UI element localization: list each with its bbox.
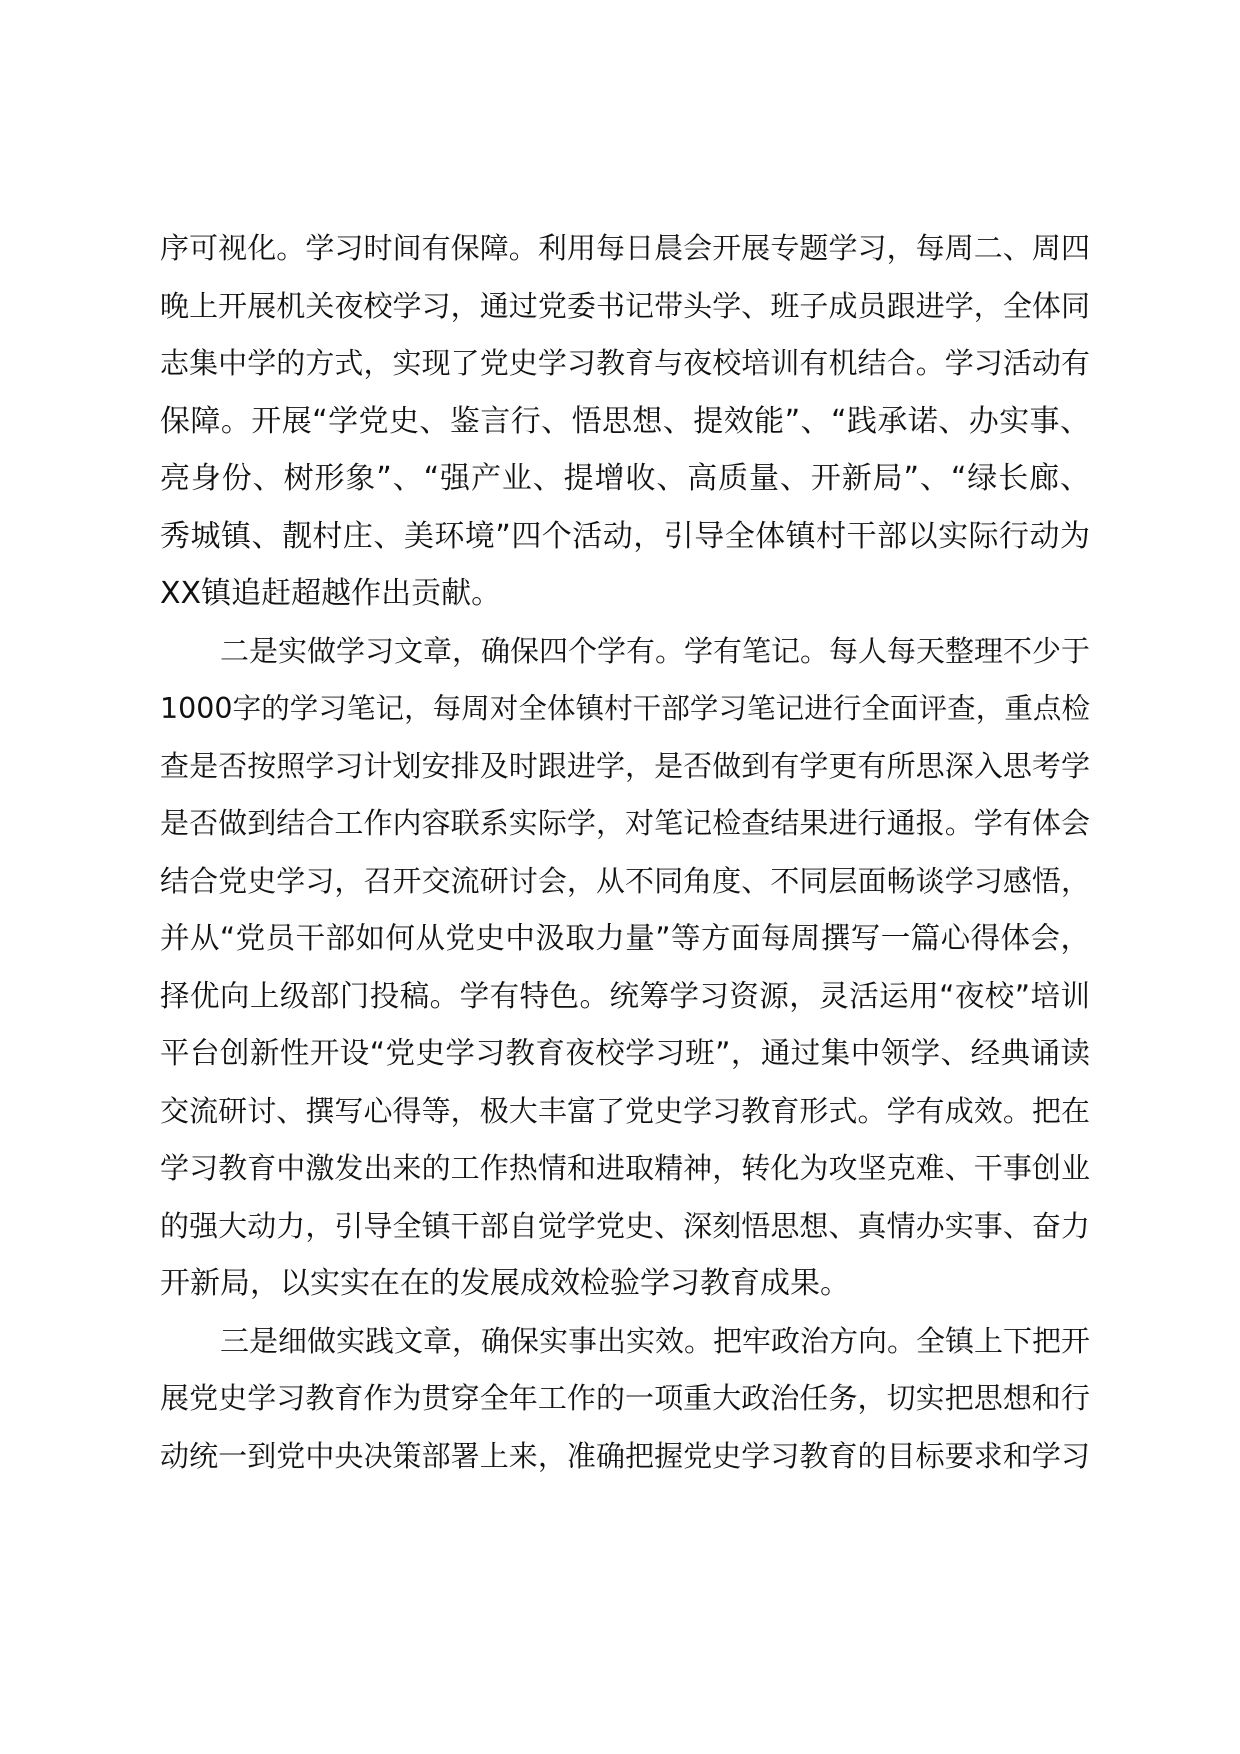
paragraph-1-line: 保障。开展“学党史、鉴言行、悟思想、提效能”、“践承诺、办实事、 — [160, 403, 1090, 439]
paragraph-3-line: 动统一到党中央决策部署上来，准确把握党史学习教育的目标要求和学习 — [160, 1438, 1090, 1473]
paragraph-2-line: 交流研讨、撰写心得等，极大丰富了党史学习教育形式。学有成效。把在 — [160, 1093, 1090, 1128]
paragraph-1-line: 亮身份、树形象”、“强产业、提增收、高质量、开新局”、“绿长廊、 — [160, 461, 1090, 496]
paragraph-2-line: 查是否按照学习计划安排及时跟进学，是否做到有学更有所思深入思考学 — [160, 748, 1090, 783]
paragraph-3-line: 三是细做实践文章，确保实事出实效。把牢政治方向。全镇上下把开 — [220, 1323, 1091, 1358]
body-text — [160, 220, 1090, 1485]
paragraph-2-line: 结合党史学习，召开交流研讨会，从不同角度、不同层面畅谈学习感悟， — [160, 863, 1090, 898]
paragraph-2-line: 学习教育中激发出来的工作热情和进取精神，转化为攻坚克难、干事创业 — [160, 1151, 1090, 1185]
paragraph-2-line: 的强大动力，引导全镇干部自觉学党史、深刻悟思想、真情办实事、奋力 — [160, 1208, 1090, 1243]
paragraph-2-line: 二是实做学习文章，确保四个学有。学有笔记。每人每天整理不少于 — [220, 633, 1091, 668]
paragraph-2-line: 择优向上级部门投稿。学有特色。统筹学习资源，灵活运用“夜校”培训 — [160, 978, 1090, 1013]
paragraph-1-line: 志集中学的方式，实现了党史学习教育与夜校培训有机结合。学习活动有 — [160, 346, 1090, 380]
paragraph-3-line: 展党史学习教育作为贯穿全年工作的一项重大政治任务，切实把思想和行 — [160, 1381, 1090, 1415]
paragraph-2-line: 是否做到结合工作内容联系实际学，对笔记检查结果进行通报。学有体会 — [160, 806, 1090, 840]
paragraph-1-line: 秀城镇、靓村庄、美环境”四个活动，引导全体镇村干部以实际行动为 — [160, 518, 1090, 554]
paragraph-1-line: 序可视化。学习时间有保障。利用每日晨会开展专题学习，每周二、周四 — [160, 231, 1090, 265]
paragraph-1-line: XX镇追赶超越作出贡献。 — [160, 576, 502, 611]
paragraph-2-line: 平台创新性开设“党史学习教育夜校学习班”，通过集中领学、经典诵读 — [160, 1036, 1090, 1070]
paragraph-2-line: 开新局，以实实在在的发展成效检验学习教育成果。 — [160, 1266, 850, 1301]
paragraph-1-line: 晚上开展机关夜校学习，通过党委书记带头学、班子成员跟进学，全体同 — [160, 288, 1090, 323]
paragraph-2-line: 并从“党员干部如何从党史中汲取力量”等方面每周撰写一篇心得体会， — [160, 921, 1090, 955]
paragraph-2-line: 1000字的学习笔记，每周对全体镇村干部学习笔记进行全面评查，重点检 — [160, 692, 1090, 725]
